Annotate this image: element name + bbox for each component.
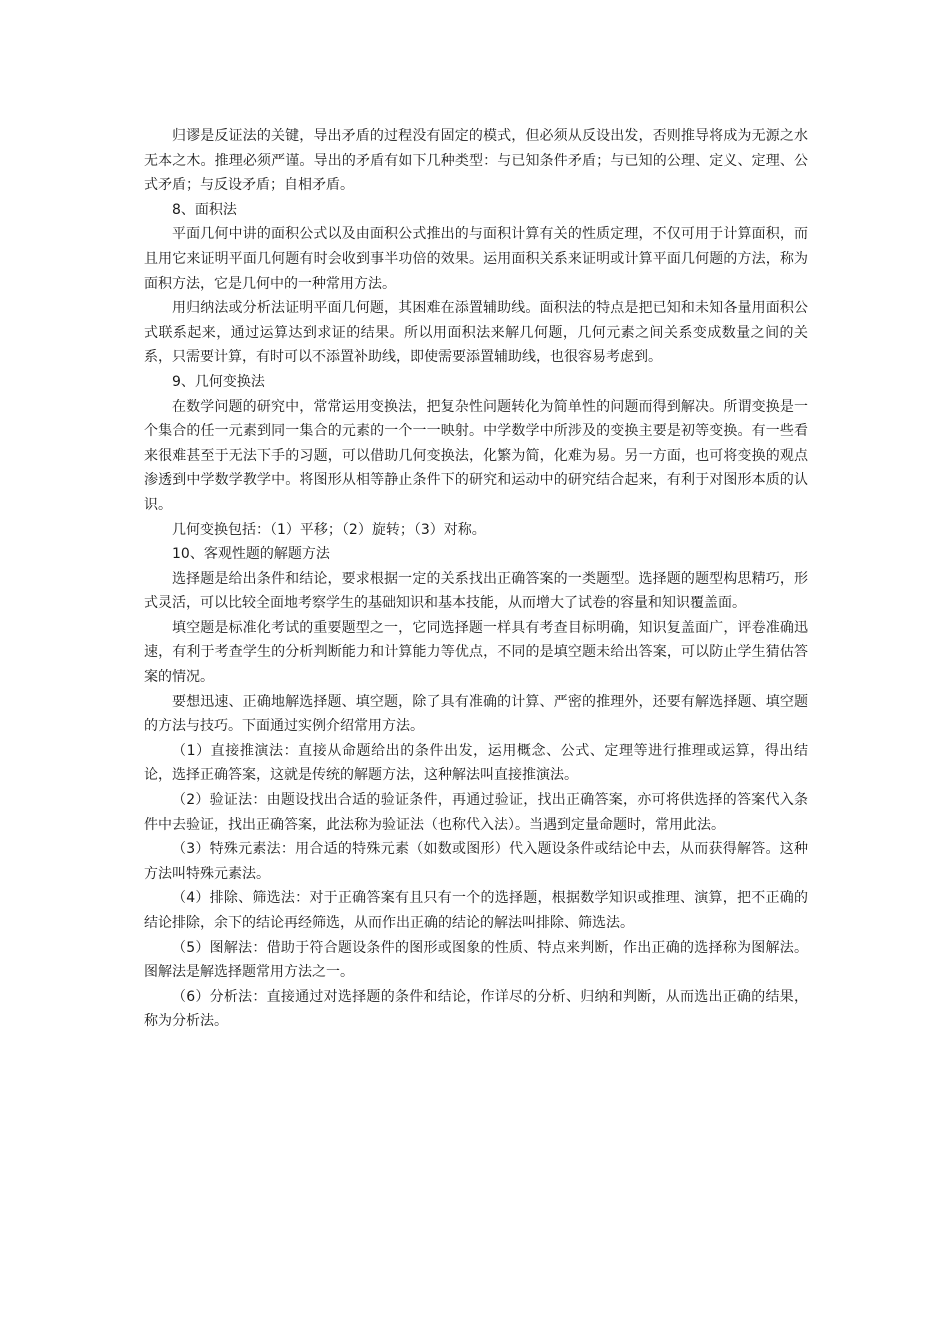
document-page	[144, 124, 808, 1034]
paragraph-reductio: 归谬是反证法的关键，导出矛盾的过程没有固定的模式，但必须从反设出发，否则推导将成为无源之水无本之木。推理必须严谨。导出的矛盾有如下几种类型：与已知条件矛盾；与已知的公理、定义、定理、公式矛盾；与反设矛盾；自相矛盾。	[144, 128, 808, 194]
section-heading-area-method: 8、面积法	[172, 201, 237, 218]
paragraph-method-special-element: （3）特殊元素法：用合适的特殊元素（如数或图形）代入题设条件或结论中去，从而获得解答。这种方法叫特殊元素法。	[144, 841, 808, 882]
paragraph-method-verification: （2）验证法：由题设找出合适的验证条件，再通过验证，找出正确答案，亦可将供选择的答案代入条件中去验证，找出正确答案，此法称为验证法（也称代入法）。当遇到定量命题时，常用此法。	[144, 792, 808, 833]
paragraph-method-analysis: （6）分析法：直接通过对选择题的条件和结论，作详尽的分析、归纳和判断，从而选出正确的结果，称为分析法。	[144, 988, 808, 1030]
section-heading-geometric-transformation: 9、几何变换法	[172, 373, 265, 390]
paragraph-area-method-intro: 平面几何中讲的面积公式以及由面积公式推出的与面积计算有关的性质定理，不仅可用于计算面积，而且用它来证明平面几何题有时会收到事半功倍的效果。运用面积关系来证明或计算平面几何题的方法，称为面积方法，它是几何中的一种常用方法。	[144, 226, 808, 292]
paragraph-multiple-choice: 选择题是给出条件和结论，要求根据一定的关系找出正确答案的一类题型。选择题的题型构思精巧，形式灵活，可以比较全面地考察学生的基础知识和基本技能，从而增大了试卷的容量和知识覆盖面。	[144, 570, 808, 612]
paragraph-method-graphical: （5）图解法：借助于符合题设条件的图形或图象的性质、特点来判断，作出正确的选择称为图解法。图解法是解选择题常用方法之一。	[144, 939, 808, 981]
section-heading-objective-questions: 10、客观性题的解题方法	[172, 546, 330, 563]
paragraph-method-direct-deduction: （1）直接推演法：直接从命题给出的条件出发，运用概念、公式、定理等进行推理或运算，得出结论，选择正确答案，这就是传统的解题方法，这种解法叫直接推演法。	[144, 742, 808, 784]
paragraph-fill-in-blank: 填空题是标准化考试的重要题型之一，它同选择题一样具有考查目标明确，知识复盖面广，评卷准确迅速，有利于考查学生的分析判断能力和计算能力等优点，不同的是填空题未给出答案，可以防止学生猜估答案的情况。	[144, 619, 808, 686]
paragraph-transformation-types: 几何变换包括：（1）平移；（2）旋转；（3）对称。	[172, 521, 486, 538]
paragraph-method-elimination: （4）排除、筛选法：对于正确答案有且只有一个的选择题，根据数学知识或推理、演算，把不正确的结论排除，余下的结论再经筛选，从而作出正确的结论的解法叫排除、筛选法。	[144, 890, 808, 931]
paragraph-methods-intro: 要想迅速、正确地解选择题、填空题，除了具有准确的计算、严密的推理外，还要有解选择题、填空题的方法与技巧。下面通过实例介绍常用方法。	[144, 693, 808, 735]
paragraph-transformation-intro: 在数学问题的研究中，常常运用变换法，把复杂性问题转化为简单性的问题而得到解决。所谓变换是一个集合的任一元素到同一集合的元素的一个一一映射。中学数学中所涉及的变换主要是初等变换。有一些看来很难甚至于无法下手的习题，可以借助几何变换法，化繁为简，化难为易。另一方面，也可将变换的观点渗透到中学数学教学中。将图形从相等静止条件下的研究和运动中的研究结合起来，有利于对图形本质的认识。	[144, 398, 808, 513]
paragraph-area-method-feature: 用归纳法或分析法证明平面几何题，其困难在添置辅助线。面积法的特点是把已知和未知各量用面积公式联系起来，通过运算达到求证的结果。所以用面积法来解几何题，几何元素之间关系变成数量之间的关系，只需要计算，有时可以不添置补助线，即使需要添置辅助线，也很容易考虑到。	[144, 300, 808, 366]
